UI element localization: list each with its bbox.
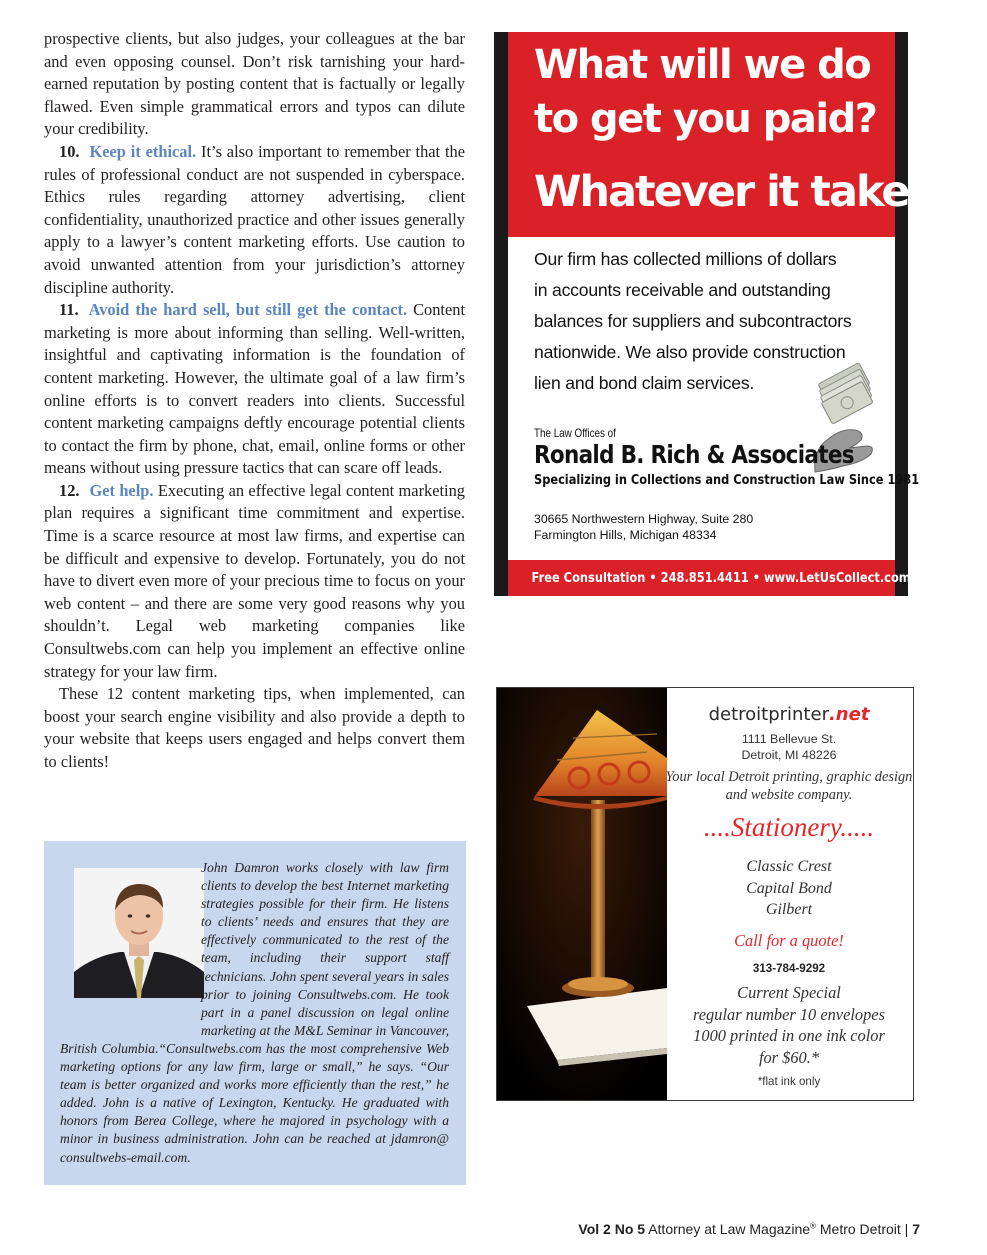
- firm-specialty: Specializing in Collections and Construction Law Since 1981: [534, 473, 920, 488]
- page-footer: [576, 1221, 920, 1237]
- collections-ad-header: [508, 32, 947, 237]
- magazine-title: Attorney at Law Magazine: [648, 1221, 811, 1237]
- printer-ad-text: [665, 688, 913, 1100]
- tip-10: [44, 141, 465, 299]
- printer-city: Detroit, MI 48226: [741, 748, 837, 762]
- issue-number: Vol 2 No 5: [578, 1221, 646, 1237]
- stationery-heading: ....Stationery.....: [703, 812, 875, 842]
- headline-line-2: to get you paid?: [534, 96, 877, 142]
- body-line: lien and bond claim services.: [534, 373, 755, 393]
- article-closing: These 12 content marketing tips, when implemented, can boost your search engine visibility and also provide a depth to your website that keeps users engaged and helps convert them to clients!: [44, 684, 465, 771]
- tip-10-number: 10.: [59, 141, 80, 161]
- tagline-line-1: Your local Detroit printing, graphic design: [665, 769, 913, 785]
- special-line: Current Special: [737, 983, 841, 1002]
- body-line: in accounts receivable and outstanding: [534, 280, 831, 300]
- tip-12: [44, 480, 465, 683]
- current-special: [665, 982, 913, 1068]
- edition-name: Metro Detroit |: [819, 1221, 909, 1237]
- printer-tagline: [665, 768, 913, 804]
- firm-address-line-1: 30665 Northwestern Highway, Suite 280: [534, 512, 754, 526]
- tip-11-heading: Avoid the hard sell, but still get the contact.: [88, 300, 408, 320]
- collections-ad-footer: [508, 560, 911, 596]
- consultation-contact: Free Consultation • 248.851.4411 • www.LetUsCollect.com: [531, 570, 911, 586]
- special-line: regular number 10 envelopes: [693, 1004, 885, 1024]
- tagline-line-2: and website company.: [725, 787, 853, 803]
- printer-brand: [665, 704, 913, 725]
- call-for-quote: Call for a quote!: [734, 931, 844, 950]
- collections-ad: [494, 32, 947, 596]
- paper-item: Gilbert: [765, 901, 813, 918]
- body-line: balances for suppliers and subcontractors: [534, 311, 852, 331]
- headline-line-3: Whatever it takes.: [534, 167, 947, 217]
- special-line: for $60.*: [758, 1047, 820, 1067]
- body-line: Our firm has collected millions of dollars: [534, 249, 837, 269]
- special-line: 1000 printed in one ink color: [693, 1026, 885, 1046]
- tip-11-number: 11.: [59, 300, 79, 320]
- author-bio-box: [44, 841, 466, 1185]
- printer-ad: [496, 687, 914, 1101]
- printer-phone: 313-784-9292: [752, 962, 826, 975]
- brand-main: detroitprinter: [708, 704, 829, 725]
- tip-11: [44, 299, 465, 480]
- tip-11-body: Content marketing is more about informing than selling. Well-written, insightful and captivating information is the foundation of content marketing. However, the ultimate goal of a law firm’s online efforts is to convert readers into clients. Successful content marketing campaigns deftly encourage potential clients to contact the firm by phone, chat, email, online forms or other means without using pressure tactics that can scare off leads.: [44, 300, 465, 478]
- paper-item: Classic Crest: [746, 858, 832, 875]
- printer-address: [665, 731, 913, 763]
- firm-name: Ronald B. Rich & Associates: [534, 440, 854, 469]
- tip-12-number: 12.: [59, 480, 80, 500]
- firm-address-line-2: Farmington Hills, Michigan 48334: [534, 528, 717, 542]
- tip-10-heading: Keep it ethical.: [89, 141, 197, 161]
- tip-12-body: Executing an effective legal content marketing plan requires a significant time commitment and expertise. Time is a scarce resource at most law firms, and expertise can be difficult and expensive to develop. Fortunately, you do not have to divert even more of your precious time to focus on your web content – and there are some very good reasons why you shouldn’t. Legal web marketing companies like Consultwebs.com can help you implement an effective online strategy for your law firm.: [44, 480, 465, 681]
- author-bio-paragraph: John Damron works closely with law firm clients to develop the best Internet marketing strategies possible for their firm. He listens to clients’ needs and ensures that they are effectively communicated to the rest of the team, including their support staff technicians. John spent several years in sales prior to joining Consultwebs.com. He took part in a panel discussion on legal online marketing at the M&L Seminar in Vancouver, British Columbia.“Consultwebs.com has the most comprehensive Web marketing options for any law firm, large or small,” he says. “Our team is better organized and works more efficiently than the rest,” he added. John is a native of Lexington, Kentucky. He graduated with honors from Berea College, where he majored in psychology with a minor in business administration. John can be reached at jdamron@ consultwebs-email.com.: [60, 860, 449, 1165]
- article-intro: prospective clients, but also judges, your colleagues at the bar and even opposing counsel. Don’t risk tarnishing your hard-earned reputation by posting content that is factually or legally flawed. Even simple grammatical errors and typos can dilute your credibility.: [44, 29, 465, 139]
- tiffany-lamp-image: [497, 688, 667, 1100]
- paper-list: [665, 856, 913, 921]
- flat-ink-note: *flat ink only: [757, 1075, 821, 1088]
- registered-mark: ®: [810, 1221, 816, 1231]
- body-line: nationwide. We also provide construction: [534, 342, 846, 362]
- paper-item: Capital Bond: [746, 879, 832, 897]
- article-column: [44, 28, 465, 774]
- firm-prefix: The Law Offices of: [534, 426, 616, 440]
- printer-street: 1111 Bellevue St.: [741, 732, 837, 746]
- tip-12-heading: Get help.: [89, 480, 154, 500]
- firm-address: [534, 511, 753, 543]
- author-bio-text: [60, 859, 449, 1167]
- brand-tld: .net: [828, 704, 870, 725]
- headline-line-1: What will we do: [534, 42, 871, 88]
- page-number: 7: [912, 1221, 920, 1237]
- tip-10-body: It’s also important to remember that the rules of professional conduct are not suspended in cyberspace. Ethics rules regarding attorney advertising, client confidentiality, unauthorized practice and other issues generally apply to a lawyer’s content marketing efforts. Use caution to avoid unwanted attention from your jurisdiction’s attorney discipline authority.: [44, 141, 465, 297]
